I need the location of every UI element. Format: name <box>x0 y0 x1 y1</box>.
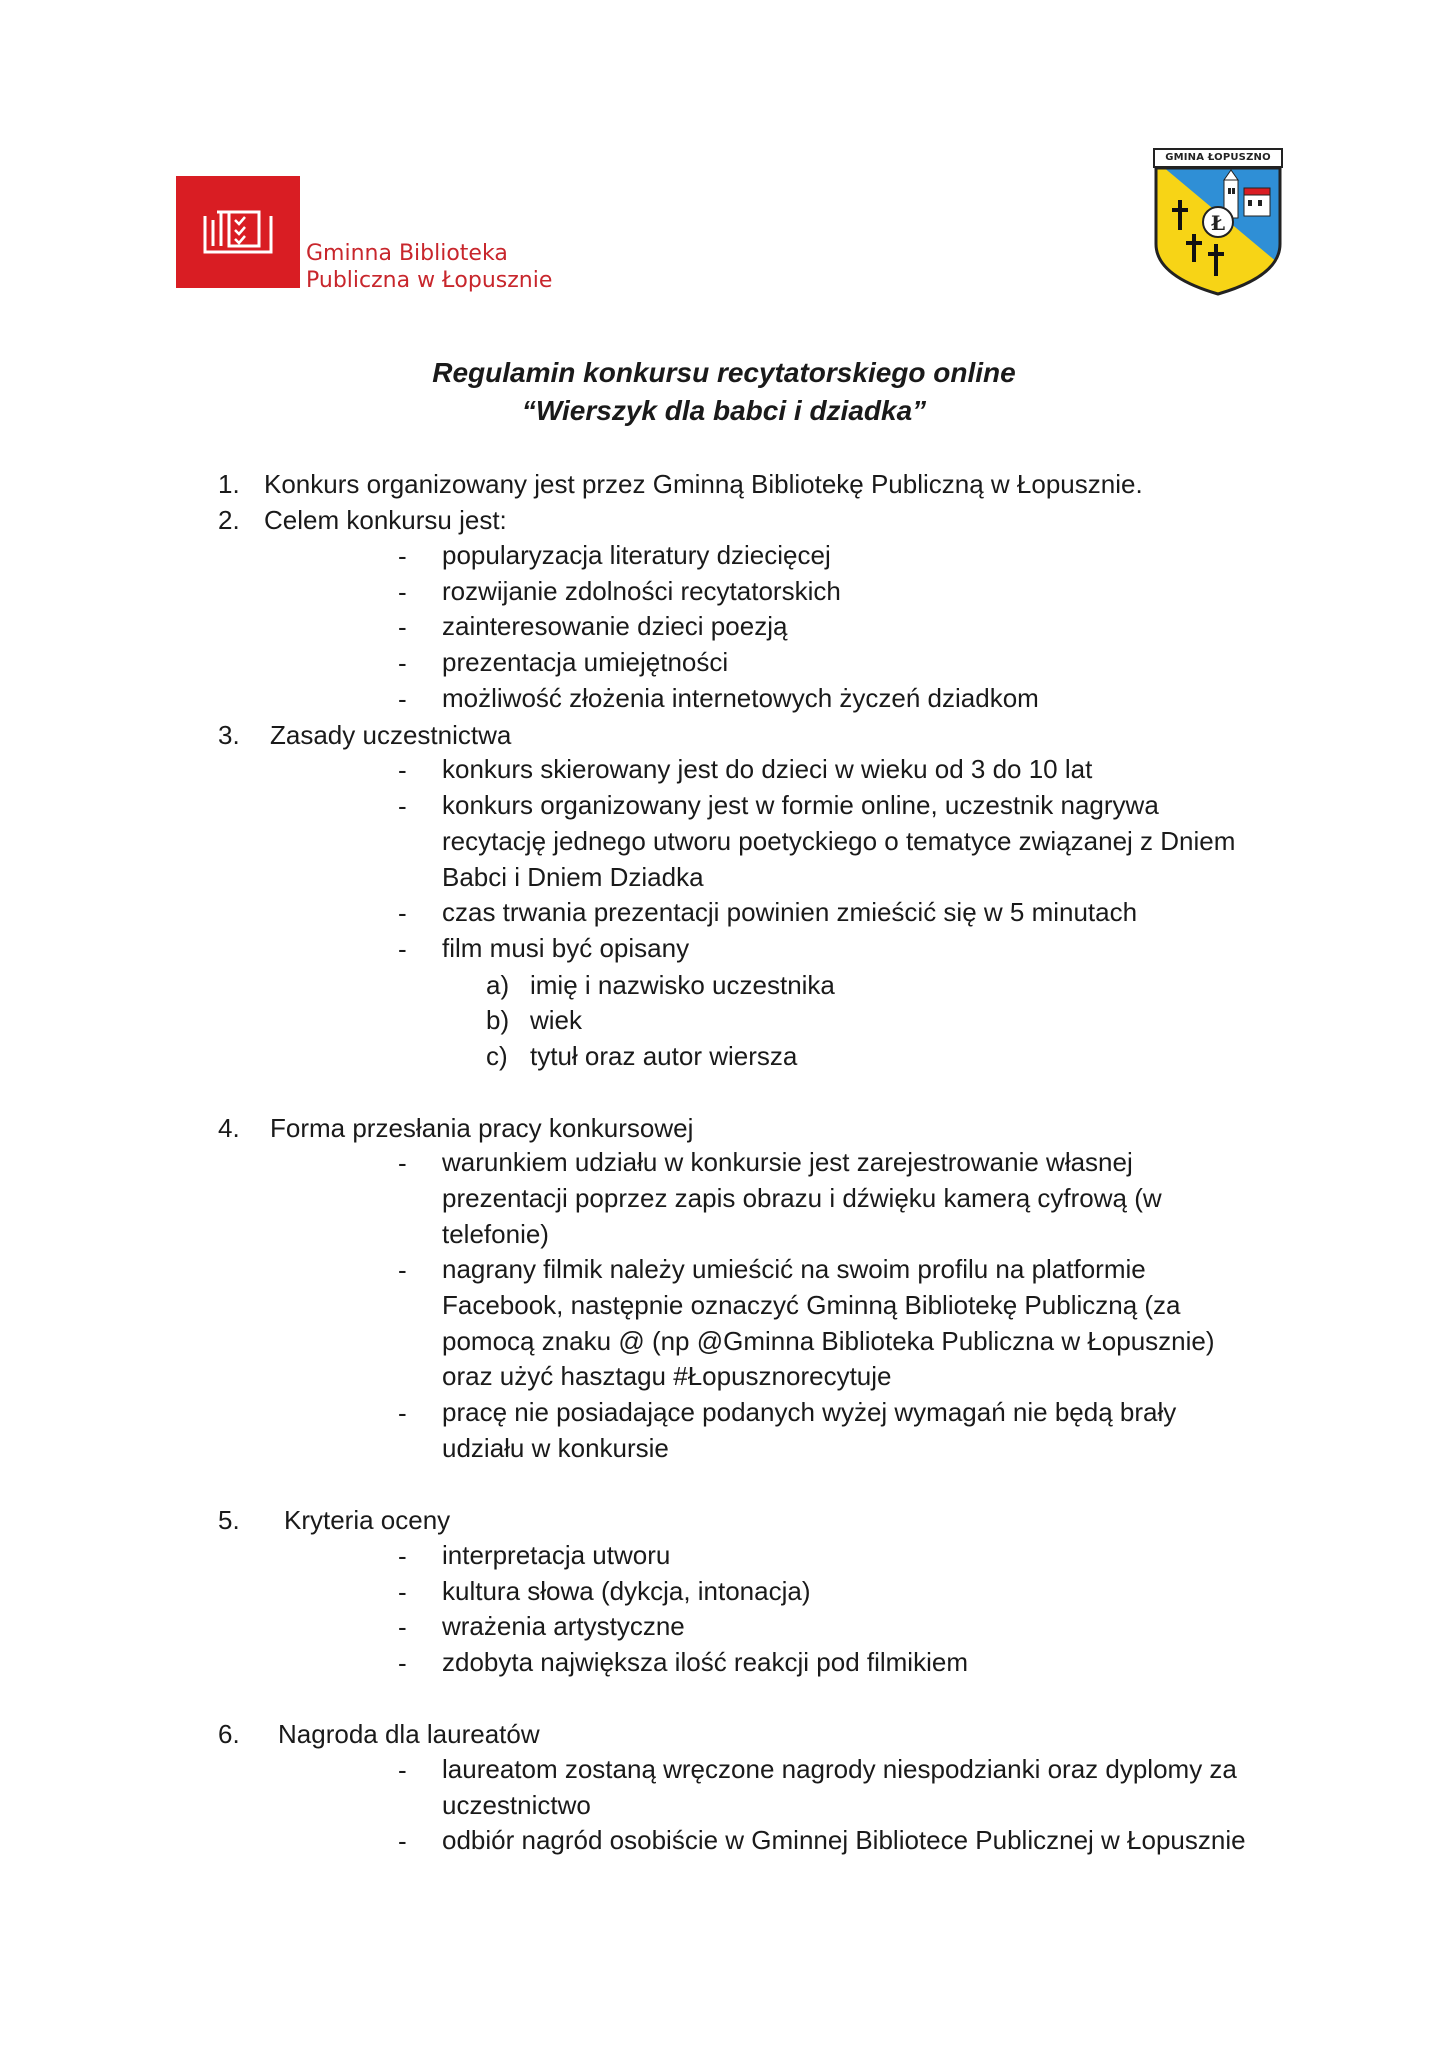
list-item: wrażenia artystyczne <box>442 1611 685 1641</box>
section-number: 6. <box>218 1719 240 1749</box>
sub-list-marker: c) <box>486 1041 508 1071</box>
list-item: nagrany filmik należy umieścić na swoim profilu na platformie <box>442 1254 1146 1284</box>
coat-of-arms-shield-icon <box>1152 148 1284 298</box>
sub-list-marker: a) <box>486 970 510 1000</box>
library-logo-line2: Publiczna w Łopusznie <box>306 268 553 293</box>
list-bullet: - <box>398 791 407 821</box>
list-bullet: - <box>398 1255 407 1285</box>
library-logo-line1: Gminna Biblioteka <box>306 241 508 266</box>
list-item: rozwijanie zdolności recytatorskich <box>442 576 841 606</box>
document-title-line2: “Wierszyk dla babci i dziadka” <box>521 395 927 426</box>
list-item-continuation: prezentacji poprzez zapis obrazu i dźwięku kamerą cyfrową (w <box>442 1183 1162 1213</box>
list-item: warunkiem udziału w konkursie jest zarejestrowanie własnej <box>442 1147 1133 1177</box>
list-item-continuation: Babci i Dniem Dziadka <box>442 862 704 892</box>
section-number: 3. <box>218 720 240 750</box>
document-title-line1: Regulamin konkursu recytatorskiego online <box>432 357 1016 388</box>
list-item: czas trwania prezentacji powinien zmieścić się w 5 minutach <box>442 897 1138 927</box>
library-logo-mark <box>176 176 300 288</box>
section-number: 4. <box>218 1113 240 1143</box>
list-item: film musi być opisany <box>442 933 690 963</box>
list-bullet: - <box>398 684 407 714</box>
list-item-continuation: oraz użyć hasztagu #Łopusznorecytuje <box>442 1361 892 1391</box>
section-number: 1. <box>218 469 240 499</box>
list-bullet: - <box>398 898 407 928</box>
library-logo-text <box>306 240 552 294</box>
section-heading: Celem konkursu jest: <box>264 505 507 535</box>
list-item: zainteresowanie dzieci poezją <box>442 611 788 641</box>
section-heading: Forma przesłania pracy konkursowej <box>270 1113 694 1143</box>
list-item: interpretacja utworu <box>442 1540 671 1570</box>
list-item: laureatom zostaną wręczone nagrody niespodzianki oraz dyplomy za <box>442 1754 1237 1784</box>
list-bullet: - <box>398 1612 407 1642</box>
list-item: prezentacja umiejętności <box>442 647 729 677</box>
list-bullet: - <box>398 1398 407 1428</box>
list-bullet: - <box>398 612 407 642</box>
list-item: konkurs organizowany jest w formie online, uczestnik nagrywa <box>442 790 1159 820</box>
section-heading: Nagroda dla laureatów <box>278 1719 540 1749</box>
book-icon <box>203 206 273 258</box>
section-number: 5. <box>218 1505 240 1535</box>
list-bullet: - <box>398 1541 407 1571</box>
sub-list-marker: b) <box>486 1005 510 1035</box>
section-heading: Zasady uczestnictwa <box>270 720 512 750</box>
coat-of-arms <box>1152 148 1284 298</box>
sub-list-item: imię i nazwisko uczestnika <box>530 970 835 1000</box>
list-bullet: - <box>398 1826 407 1856</box>
list-item-continuation: udziału w konkursie <box>442 1433 669 1463</box>
list-item-continuation: uczestnictwo <box>442 1790 591 1820</box>
sub-list-item: tytuł oraz autor wiersza <box>530 1041 798 1071</box>
list-item-continuation: telefonie) <box>442 1219 549 1249</box>
list-item: zdobyta największa ilość reakcji pod filmikiem <box>442 1647 968 1677</box>
list-bullet: - <box>398 577 407 607</box>
section-number: 2. <box>218 505 240 535</box>
section-heading: Konkurs organizowany jest przez Gminną Bibliotekę Publiczną w Łopusznie. <box>264 469 1143 499</box>
list-item-continuation: Facebook, następnie oznaczyć Gminną Bibliotekę Publiczną (za <box>442 1290 1181 1320</box>
list-item: możliwość złożenia internetowych życzeń dziadkom <box>442 683 1039 713</box>
sub-list-item: wiek <box>530 1005 583 1035</box>
list-item-continuation: pomocą znaku @ (np @Gminna Biblioteka Publiczna w Łopusznie) <box>442 1326 1215 1356</box>
list-item: odbiór nagród osobiście w Gminnej Bibliotece Publicznej w Łopusznie <box>442 1825 1246 1855</box>
list-item: kultura słowa (dykcja, intonacja) <box>442 1576 811 1606</box>
list-bullet: - <box>398 1577 407 1607</box>
list-bullet: - <box>398 934 407 964</box>
list-bullet: - <box>398 1148 407 1178</box>
coat-of-arms-label: GMINA ŁOPUSZNO <box>1165 152 1271 163</box>
list-item: konkurs skierowany jest do dzieci w wieku od 3 do 10 lat <box>442 754 1093 784</box>
coat-of-arms-letter: Ł <box>1210 211 1226 235</box>
list-bullet: - <box>398 541 407 571</box>
list-item-continuation: recytację jednego utworu poetyckiego o tematyce związanej z Dniem <box>442 826 1236 856</box>
section-heading: Kryteria oceny <box>284 1505 451 1535</box>
list-bullet: - <box>398 648 407 678</box>
list-item: popularyzacja literatury dziecięcej <box>442 540 831 570</box>
list-item: pracę nie posiadające podanych wyżej wymagań nie będą brały <box>442 1397 1177 1427</box>
list-bullet: - <box>398 755 407 785</box>
list-bullet: - <box>398 1755 407 1785</box>
list-bullet: - <box>398 1648 407 1678</box>
